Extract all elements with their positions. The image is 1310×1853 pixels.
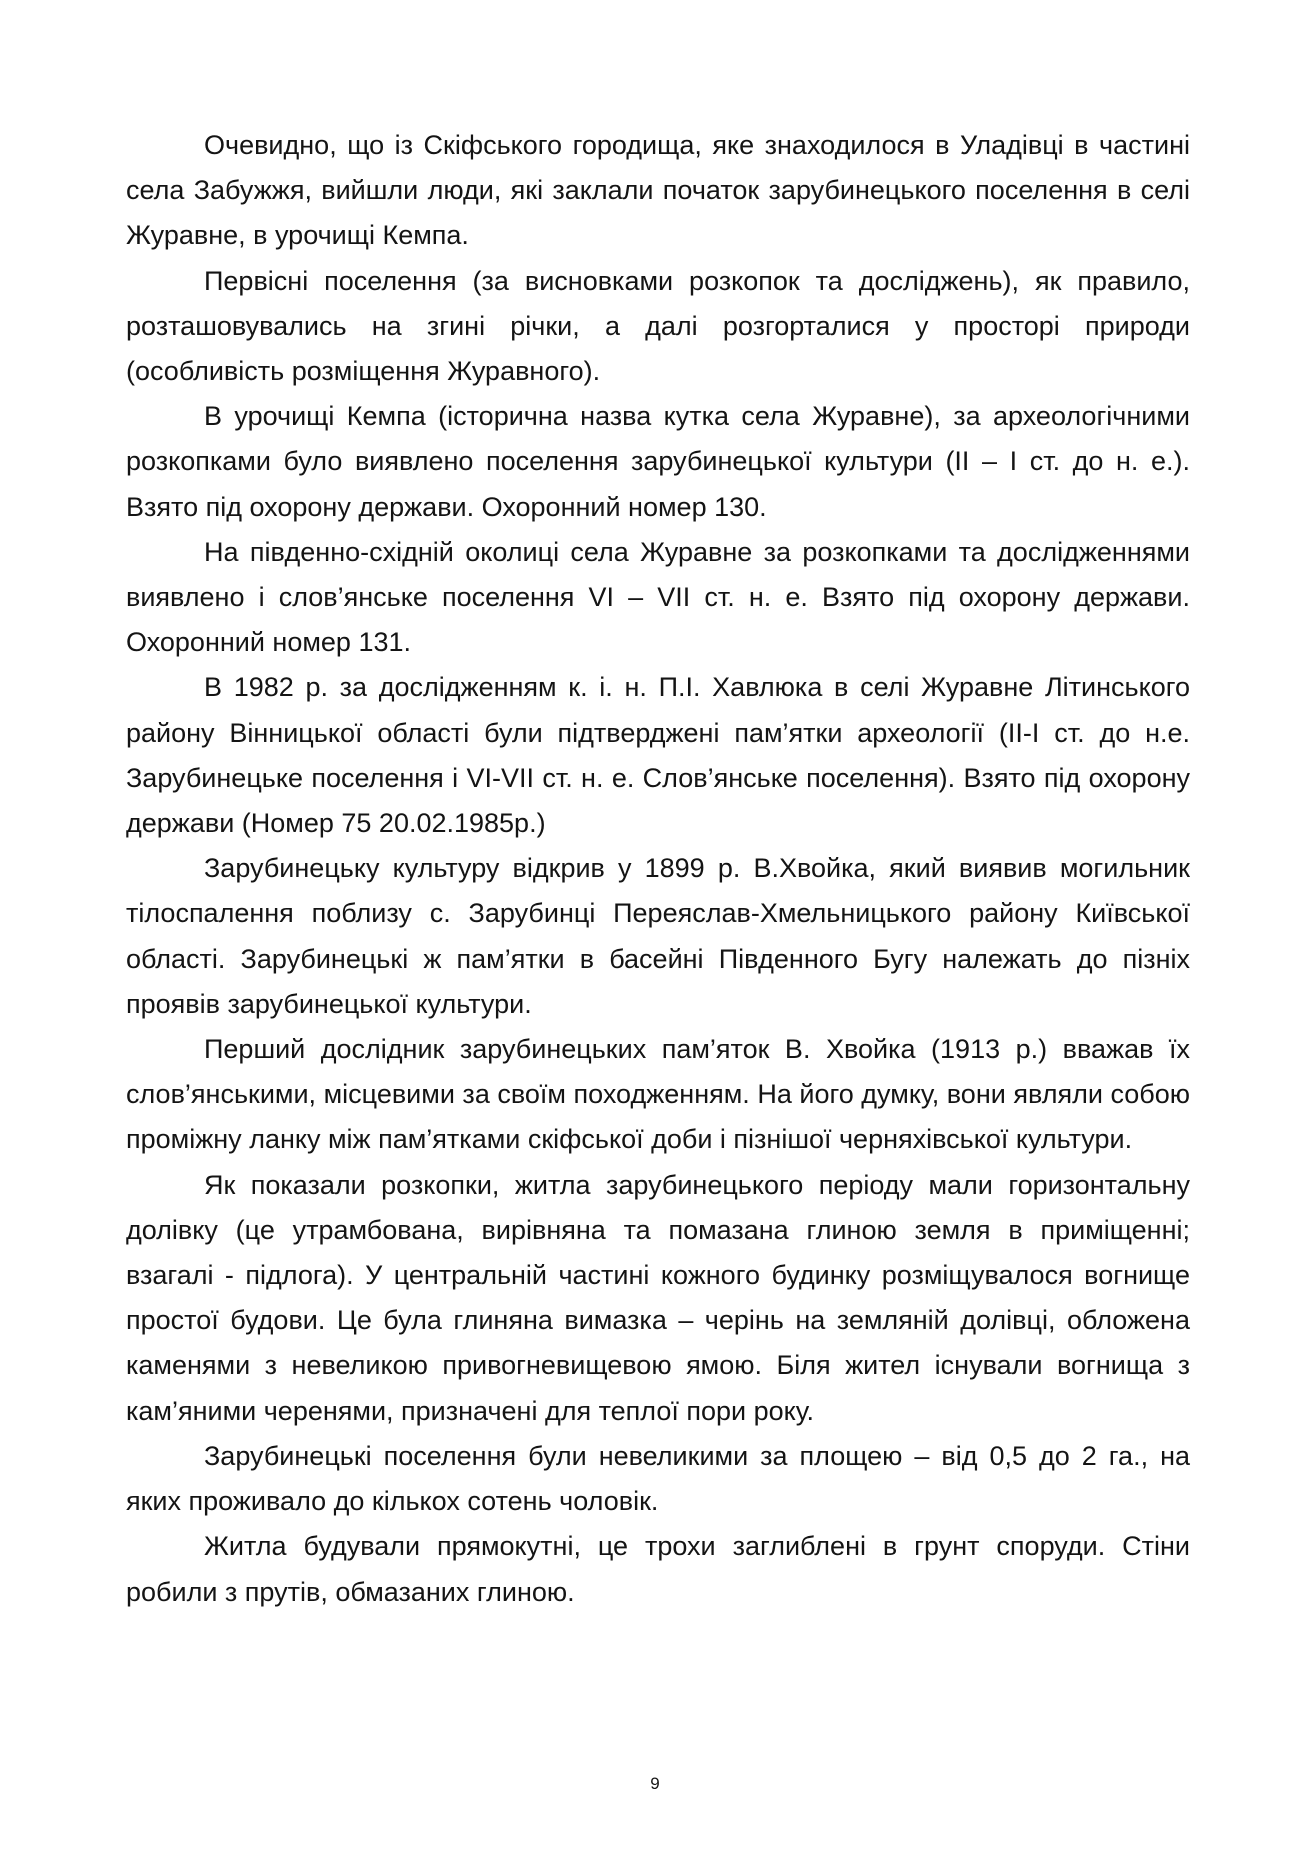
paragraph: В 1982 р. за дослідженням к. і. н. П.І. Хавлюка в селі Журавне Літинського району Вінницької області були підтверджені пам’ятки археології (ІІ-І ст. до н.е. Зарубинецьке поселення і VI-VII ст. н. е. Слов’янське поселення). Взято під охорону держави (Номер 75 20.02.1985р.) [126, 672, 1190, 839]
document-body [126, 123, 1190, 1615]
paragraph: Первісні поселення (за висновками розкопок та досліджень), як правило, розташовувались на згині річки, а далі розгорталися у просторі природи (особливість розміщення Журавного). [126, 265, 1190, 387]
paragraph: На південно-східній околиці села Журавне за розкопками та дослідженнями виявлено і слов’янське поселення VI – VII ст. н. е. Взято під охорону держави. Охоронний номер 131. [126, 536, 1190, 658]
paragraph: Житла будували прямокутні, це трохи заглиблені в грунт споруди. Стіни робили з прутів, обмазаних глиною. [126, 1531, 1190, 1607]
paragraph: В урочищі Кемпа (історична назва кутка села Журавне), за археологічними розкопками було виявлено поселення зарубинецької культури (ІІ – І ст. до н. е.). Взято під охорону держави. Охоронний номер 130. [126, 401, 1190, 522]
paragraph: Перший дослідник зарубинецьких пам’яток В. Хвойка (1913 р.) вважав їх слов’янськими, місцевими за своїм походженням. На його думку, вони являли собою проміжну ланку між пам’ятками скіфської доби і пізнішої черняхівської культури. [126, 1034, 1190, 1155]
paragraph: Очевидно, що із Скіфського городища, яке знаходилося в Уладівці в частині села Забужжя, вийшли люди, які заклали початок зарубинецького поселення в селі Журавне, в урочищі Кемпа. [126, 130, 1190, 251]
paragraph: Як показали розкопки, житла зарубинецького періоду мали горизонтальну долівку (це утрамбована, вирівняна та помазана глиною земля в приміщенні; взагалі - підлога). У центральній частині кожного будинку розміщувалося вогнище простої будови. Це була глиняна вимазка – черінь на земляній долівці, обложена каменями з невеликою привогневищевою ямою. Біля жител існували вогнища з кам’яними черенями, призначені для теплої пори року. [126, 1169, 1190, 1426]
paragraph: Зарубинецьку культуру відкрив у 1899 р. В.Хвойка, який виявив могильник тілоспалення поблизу с. Зарубинці Переяслав-Хмельницького району Київської області. Зарубинецькі ж пам’ятки в басейні Південного Бугу належать до пізніх проявів зарубинецької культури. [126, 853, 1190, 1019]
paragraph: Зарубинецькі поселення були невеликими за площею – від 0,5 до 2 га., на яких проживало до кількох сотень чоловік. [126, 1440, 1190, 1517]
page-number: 9 [650, 1774, 660, 1793]
